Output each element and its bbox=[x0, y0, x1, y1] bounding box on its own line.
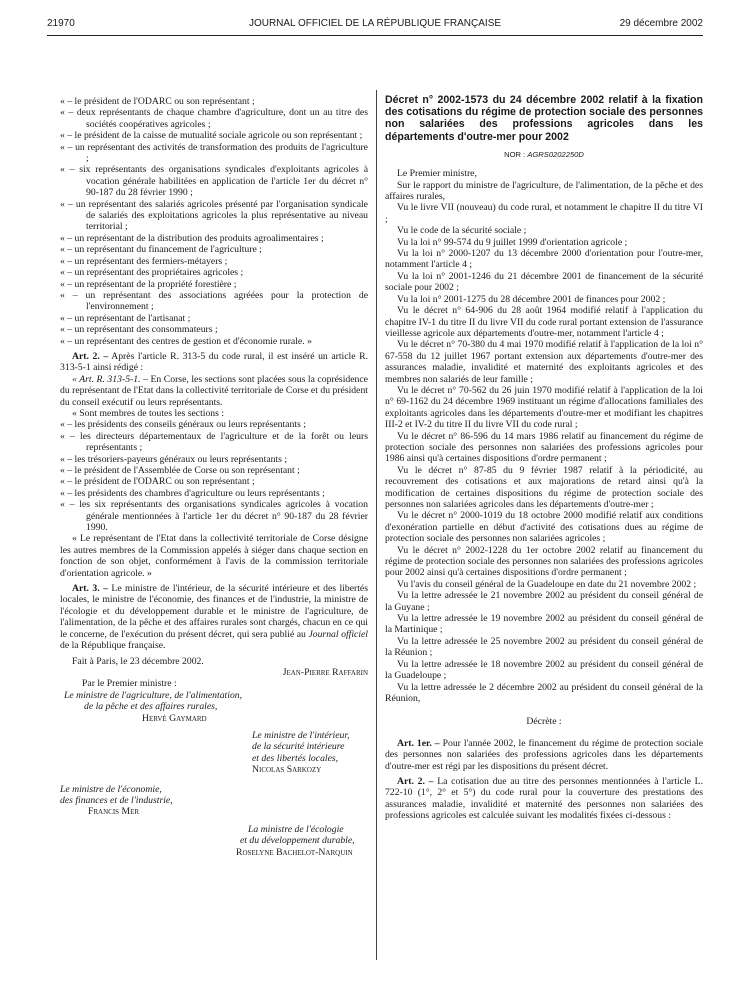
signatory-title: Le ministre de l'agriculture, de l'alimentation, bbox=[64, 689, 243, 701]
article-text: – En Corse, les sections sont placées sous la coprésidence du représentant de l'Etat dans la collectivité territoriale de Corse et du président du conseil exécutif ou leurs représentants. bbox=[60, 373, 368, 408]
signatory-title: La ministre de l'écologie bbox=[248, 823, 344, 835]
nor-label: NOR : bbox=[504, 149, 528, 159]
visa-paragraph: Vu le décret n° 70-562 du 26 juin 1970 modifié relatif à l'application de la loi n° 69-1162 du 24 décembre 1969 instituant un régime d'allocations familiales des exploitants agricoles dans les départements d'outre-mer et modifiant les chapitres III-2 et IV-2 du titre II du livre VII du code rural ; bbox=[385, 384, 703, 431]
visa-paragraph: Vu la loi n° 99-574 du 9 juillet 1999 d'orientation agricole ; bbox=[397, 236, 628, 248]
signatory-title: et des libertés locales, bbox=[252, 752, 339, 764]
visa-paragraph: Vu la lettre adressée le 2 décembre 2002 au président du conseil général de la Réunion, bbox=[385, 681, 703, 704]
list-item: « – un représentant de l'artisanat ; bbox=[60, 312, 191, 324]
article-label: Art. 3. – bbox=[72, 583, 108, 595]
signature-date: Fait à Paris, le 23 décembre 2002. bbox=[72, 655, 204, 667]
visa-paragraph: Vu la loi n° 2000-1207 du 13 décembre 2000 d'orientation pour l'outre-mer, notamment l'article 4 ; bbox=[385, 248, 703, 271]
signatory-title: de la sécurité intérieure bbox=[252, 741, 345, 753]
members-intro: « Sont membres de toutes les sections : bbox=[72, 407, 225, 419]
list-item: « – un représentant de la propriété forestière ; bbox=[60, 278, 237, 290]
visa-paragraph: Vu le décret n° 2000-1019 du 18 octobre 2000 modifié relatif aux conditions d'exonération partielle en début d'activité des cotisations dues au régime de protection sociale des personnes non salariées agricoles ; bbox=[385, 510, 703, 545]
list-item: « – un représentant du financement de l'agriculture ; bbox=[60, 244, 262, 256]
visa-paragraph: Vu le décret n° 86-596 du 14 mars 1986 relatif au financement du régime de protection sociale des personnes non salariées des professions agricoles pour 1986 ainsi qu'à certaines dispositions d'ordre permanent ; bbox=[385, 430, 703, 465]
article-r313-5-1 bbox=[60, 374, 368, 408]
visa-paragraph: Vu le décret n° 2002-1228 du 1er octobre 2002 relatif au financement du régime de protection sociale des personnes non salariées des professions agricoles pour 2002 ainsi qu'à certaines dispositions d'ordre permanent ; bbox=[385, 544, 703, 579]
left-column bbox=[60, 96, 368, 858]
signatory-title: Le ministre de l'intérieur, bbox=[252, 729, 350, 741]
signatory-title: des finances et de l'industrie, bbox=[60, 794, 173, 806]
article-text: La cotisation due au titre des personnes mentionnées à l'article L. 722-10 (1°, 2° et 5°) du code rural pour la couverture des prestations des assurances maladie, invalidité et maternité des personnes non salariées des professions agricoles est calculée suivant les modalités fixées ci-dessous : bbox=[385, 775, 703, 822]
article-2-right bbox=[385, 776, 703, 822]
odarc-member-list bbox=[60, 96, 368, 347]
header-rule bbox=[47, 35, 703, 36]
page-header bbox=[47, 18, 703, 32]
visa-paragraph: Vu le décret n° 64-906 du 28 août 1964 modifié relatif à l'application du chapitre IV-1 du titre II du livre VII du code rural portant extension de l'assurance vieillesse agricole aux départements d'outre-mer, notamment l'article 4 ; bbox=[385, 305, 703, 339]
visa-paragraph: Vu la loi n° 2001-1275 du 28 décembre 2001 de finances pour 2002 ; bbox=[397, 293, 666, 305]
visa-paragraph: Vu le livre VII (nouveau) du code rural, et notamment le chapitre II du titre VI ; bbox=[385, 202, 703, 225]
article-text: Le ministre de l'intérieur, de la sécurité intérieure et des libertés locales, le ministre de l'économie, des finances et de l'industrie, la ministre de l'écologie et du développement durable et le ministre de l'agriculture, de l'alimentation, de la pêche et des affaires rurales sont chargés, chacun en ce qui le concerne, de l'exécution du présent décret, qui sera publié au bbox=[60, 583, 369, 640]
list-item: « – un représentant des associations agréées pour la protection de l'environnement ; bbox=[60, 289, 368, 313]
section-member-list bbox=[60, 419, 368, 533]
list-item: « – le président de la caisse de mutualité sociale agricole ou son représentant ; bbox=[60, 130, 363, 142]
decrete-heading: Décrète : bbox=[526, 716, 562, 728]
list-item: « – le président de l'Assemblée de Corse ou son représentant ; bbox=[60, 465, 300, 476]
decree-title: Décret n° 2002-1573 du 24 décembre 2002 relatif à la fixation des cotisations du régime de protection sociale des personnes non salariées des professions agricoles dans les départements d'outre-mer pour 2002 bbox=[385, 94, 703, 143]
signatory-name: Roselyne Bachelot-Narquin bbox=[236, 846, 353, 858]
article-label: Art. 1er. – bbox=[397, 737, 440, 749]
signatory-name: Francis Mer bbox=[88, 806, 140, 818]
signatory-name: Hervé Gaymard bbox=[142, 712, 207, 724]
list-item: « – les six représentants des organisations syndicales agricoles à vocation générale mentionnées à l'article 1er du décret n° 90-187 du 28 février 1990. bbox=[60, 499, 368, 534]
list-item: « – six représentants des organisations syndicales d'exploitants agricoles à vocation générale habilitées en application de l'article 1er du décret n° 90-187 du 28 février 1990 ; bbox=[60, 164, 368, 199]
corse-paragraph: « Le représentant de l'Etat dans la collectivité territoriale de Corse désigne les autres membres de la Commission appelés à siéger dans chaque section en fonction de son objet, conformément à l'avis de la commission territoriale d'orientation agricole. » bbox=[60, 533, 368, 579]
list-item: « – un représentant des activités de transformation des produits de l'agriculture ; bbox=[60, 141, 368, 165]
visa-paragraph: Vu le code de la sécurité sociale ; bbox=[397, 225, 527, 237]
article-3 bbox=[60, 583, 368, 651]
signatory-title: de la pêche et des affaires rurales, bbox=[84, 701, 218, 713]
visa-paragraph: Sur le rapport du ministre de l'agriculture, de l'alimentation, de la pêche et des affaires rurales, bbox=[385, 179, 703, 203]
list-item: « – le président de l'ODARC ou son représentant ; bbox=[60, 476, 255, 488]
issue-date: 29 décembre 2002 bbox=[619, 18, 703, 29]
signatory-agriculture bbox=[60, 690, 368, 724]
list-item: « – un représentant des propriétaires agricoles ; bbox=[60, 267, 244, 279]
signatory-ecology bbox=[60, 824, 368, 858]
list-item: « – les trésoriers-payeurs généraux ou leurs représentants ; bbox=[60, 453, 288, 465]
signatory-title: Le ministre de l'économie, bbox=[60, 783, 162, 795]
column-divider bbox=[376, 90, 377, 960]
visa-paragraph: Vu le décret n° 87-85 du 9 février 1987 relatif à la périodicité, au recouvrement des cotisations et aux majorations de retard ainsi qu'à la modification de certaines dispositions du régime de protection sociale des personnes non salariées agricoles dans les départements d'outre-mer ; bbox=[385, 464, 703, 510]
visa-paragraph: Vu la lettre adressée le 21 novembre 2002 au président du conseil général de la Guyane ; bbox=[385, 590, 703, 613]
article-label: « Art. R. 313-5-1. bbox=[72, 373, 141, 385]
list-item: « – un représentant des salariés agricoles présenté par l'organisation syndicale de salariés des exploitations agricoles la plus représentative au niveau territorial ; bbox=[60, 198, 368, 233]
list-item: « – deux représentants de chaque chambre d'agriculture, dont un au titre des sociétés coopératives agricoles ; bbox=[60, 107, 368, 130]
signatory-title: et du développement durable, bbox=[240, 835, 355, 847]
article-label: Art. 2. – bbox=[72, 350, 109, 362]
visa-paragraph: Vu le décret n° 70-380 du 4 mai 1970 modifié relatif à l'application de la loi n° 67-558 du 12 juillet 1967 portant extension aux départements d'outre-mer des assurances maladie, invalidité et maternité des exploitants agricoles et des membres non salariés de leur famille ; bbox=[385, 339, 703, 385]
premier-ministre: Le Premier ministre, bbox=[397, 168, 477, 180]
journal-title: JOURNAL OFFICIEL DE LA RÉPUBLIQUE FRANÇAISE bbox=[248, 18, 502, 29]
by-pm: Par le Premier ministre : bbox=[82, 678, 177, 690]
list-item: « – un représentant de la distribution des produits agroalimentaires ; bbox=[60, 232, 324, 244]
pm-signature: Jean-Pierre Raffarin bbox=[282, 666, 368, 678]
signatory-interior bbox=[60, 730, 368, 776]
signatory-economy bbox=[60, 784, 368, 818]
article-text: Après l'article R. 313-5 du code rural, il est inséré un article R. 313-5-1 ainsi rédigé : bbox=[60, 350, 368, 374]
article-text: de la République française. bbox=[60, 640, 166, 652]
visa-paragraph: Vu la loi n° 2001-1246 du 21 décembre 2001 de financement de la sécurité sociale pour 2002 ; bbox=[385, 270, 703, 294]
list-item: « – les présidents des conseils généraux ou leurs représentants ; bbox=[60, 419, 306, 431]
signatory-name: Nicolas Sarkozy bbox=[252, 764, 322, 776]
list-item: « – les directeurs départementaux de l'agriculture et de la forêt ou leurs représentants ; bbox=[60, 430, 368, 454]
journal-name: Journal officiel bbox=[308, 628, 368, 640]
article-2 bbox=[60, 351, 368, 374]
visa-paragraph: Vu la lettre adressée le 25 novembre 2002 au président du conseil général de la Réunion ; bbox=[385, 635, 703, 659]
visa-paragraph: Vu la lettre adressée le 19 novembre 2002 au président du conseil général de la Martinique ; bbox=[385, 613, 703, 636]
article-1 bbox=[385, 738, 703, 772]
list-item: « – les présidents des chambres d'agriculture ou leurs représentants ; bbox=[60, 487, 325, 499]
list-item: « – un représentant des centres de gestion et d'économie rurale. » bbox=[60, 335, 312, 347]
right-column bbox=[385, 94, 703, 822]
visa-paragraph: Vu l'avis du conseil général de la Guadeloupe en date du 21 novembre 2002 ; bbox=[397, 578, 697, 590]
page-number: 21970 bbox=[47, 18, 75, 29]
list-item: « – le président de l'ODARC ou son représentant ; bbox=[60, 96, 255, 107]
visa-paragraph: Vu la lettre adressée le 18 novembre 2002 au président du conseil général de la Guadeloupe ; bbox=[385, 658, 703, 682]
article-text: Pour l'année 2002, le financement du régime de protection sociale des personnes non salariées des professions agricoles dans les départements d'outre-mer est régi par les dispositions du présent décret. bbox=[385, 737, 703, 772]
nor-reference bbox=[385, 149, 703, 160]
list-item: « – un représentant des consommateurs ; bbox=[60, 324, 218, 336]
article-label: Art. 2. – bbox=[397, 775, 434, 787]
list-item: « – un représentant des fermiers-métayers ; bbox=[60, 255, 228, 267]
nor-value: AGRS0202250D bbox=[527, 149, 584, 159]
